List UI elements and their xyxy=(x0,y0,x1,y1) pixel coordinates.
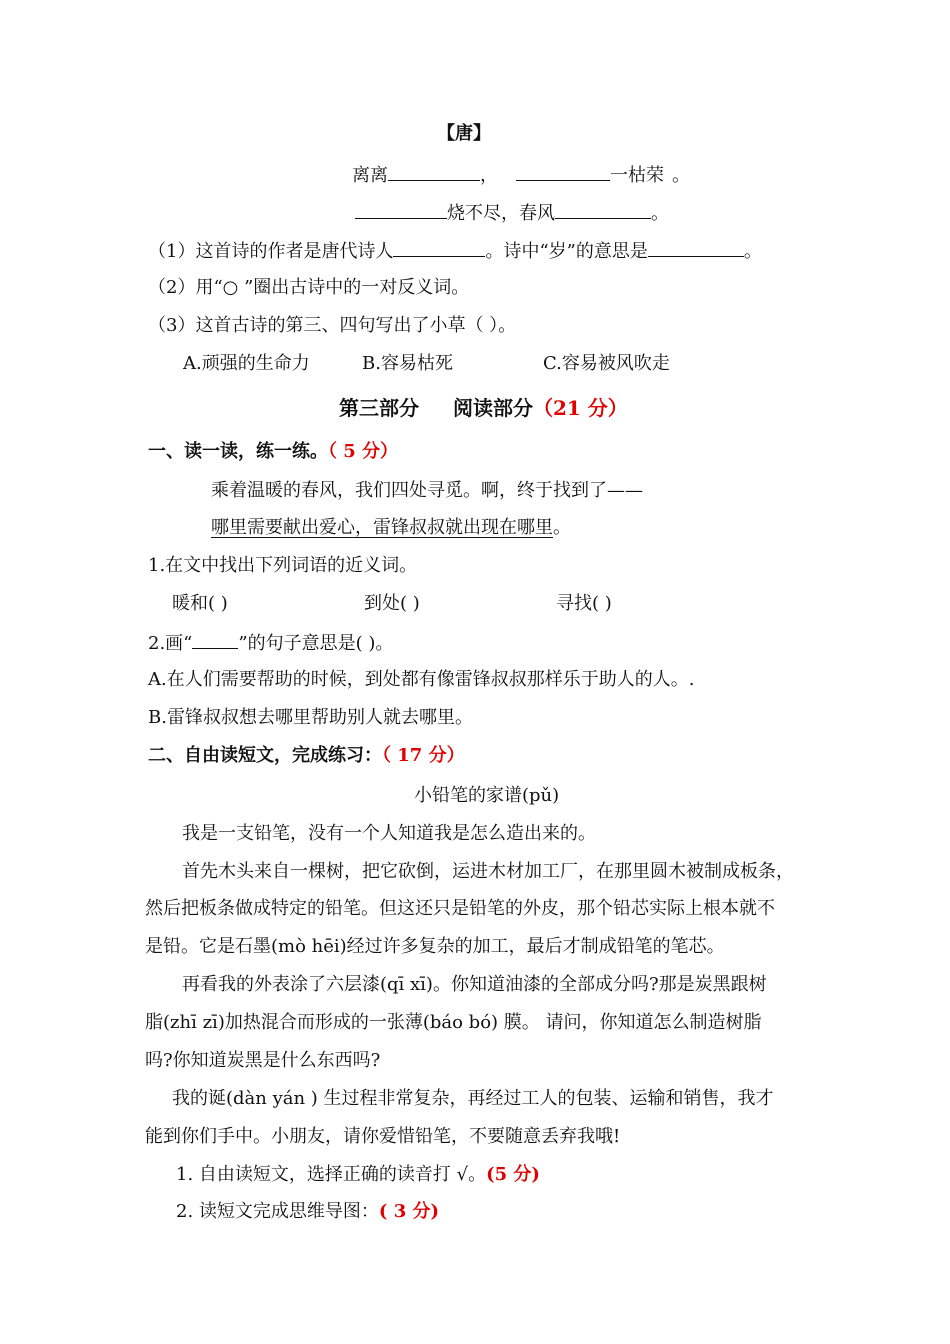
section1-score: （ 5 分） xyxy=(328,441,399,462)
article-line: 吗?你知道炭黑是什么东西吗? xyxy=(145,1050,381,1071)
section2-question-1-score: (5 分) xyxy=(486,1164,540,1185)
article-line: 能到你们手中。小朋友，请你爱惜铅笔，不要随意丢弃我哦! xyxy=(145,1126,621,1147)
section1-heading: 一、读一读，练一练。（ 5 分） xyxy=(148,441,399,462)
section2-question-2: 2. 读短文完成思维导图：( 3 分) xyxy=(176,1201,439,1222)
section1-option-a[interactable]: A.在人们需要帮助的时候，到处都有像雷锋叔叔那样乐于助人的人。. xyxy=(148,669,695,690)
poem-question-3: （3）这首古诗的第三、四句写出了小草（ ）。 xyxy=(148,315,517,336)
section2-question-1: 1. 自由读短文，选择正确的读音打 √。(5 分) xyxy=(176,1164,540,1185)
article-line: 我的诞(dàn yán ) 生过程非常复杂，再经过工人的包装、运输和销售，我才 xyxy=(172,1088,774,1109)
section2-question-2-score: ( 3 分) xyxy=(378,1201,439,1222)
section2-heading: 二、自由读短文，完成练习：（ 17 分） xyxy=(148,745,465,766)
fill-blank[interactable] xyxy=(388,162,480,181)
option-c[interactable]: C.容易被风吹走 xyxy=(543,353,670,374)
section1-question-2: 2.画“ ”的句子意思是( )。 xyxy=(148,630,393,656)
synonym-word-3[interactable]: 寻找( ) xyxy=(556,593,612,614)
section2-score: （ 17 分） xyxy=(382,745,465,766)
passage-line-2: 哪里需要献出爱心，雷锋叔叔就出现在哪里。 xyxy=(211,517,571,538)
poem-question-1: （1）这首诗的作者是唐代诗人 。诗中“岁”的意思是 。 xyxy=(148,238,762,264)
poem-dynasty: 【唐】 xyxy=(437,123,491,144)
poem-line-1: 离离 ， 一枯荣 。 xyxy=(352,162,690,188)
article-line: 然后把板条做成特定的铅笔。但这还只是铅笔的外皮，那个铅芯实际上根本就不 xyxy=(145,898,775,919)
poem-line1-end: 一枯荣 xyxy=(610,165,664,186)
passage-line-1: 乘着温暖的春风，我们四处寻觅。啊，终于找到了—— xyxy=(211,480,643,501)
synonym-word-1[interactable]: 暖和( ) xyxy=(172,593,228,614)
article-title: 小铅笔的家谱(pǔ) xyxy=(414,785,560,806)
part3-heading: 第三部分 阅读部分（21 分） xyxy=(339,396,628,420)
fill-blank[interactable] xyxy=(516,162,610,181)
fill-blank[interactable] xyxy=(393,238,485,257)
fill-blank[interactable] xyxy=(648,238,744,257)
poem-question-2: （2）用“○ ”圈出古诗中的一对反义词。 xyxy=(148,277,470,298)
article-line: 再看我的外表涂了六层漆(qī xī)。你知道油漆的全部成分吗?那是炭黑跟树 xyxy=(182,974,767,995)
article-line: 是铅。它是石墨(mò hēi)经过许多复杂的加工，最后才制成铅笔的笔芯。 xyxy=(145,936,725,957)
option-b[interactable]: B.容易枯死 xyxy=(362,353,453,374)
poem-line-2: 烧不尽，春风 。 xyxy=(355,200,669,226)
article-line: 脂(zhī zī)加热混合而形成的一张薄(báo bó) 膜。 请问，你知道怎么制造树脂 xyxy=(145,1012,762,1033)
underlined-sentence: 哪里需要献出爱心，雷锋叔叔就出现在哪里 xyxy=(211,517,553,538)
article-line: 首先木头来自一棵树，把它砍倒，运进木材加工厂，在那里圆木被制成板条， xyxy=(182,861,794,882)
underline-sample xyxy=(192,630,238,649)
part3-score: （21 分） xyxy=(533,396,628,420)
article-line: 我是一支铅笔，没有一个人知道我是怎么造出来的。 xyxy=(182,823,596,844)
poem-line1-start: 离离 xyxy=(352,165,388,186)
fill-blank[interactable] xyxy=(355,200,447,219)
section1-option-b[interactable]: B.雷锋叔叔想去哪里帮助别人就去哪里。 xyxy=(148,707,473,728)
section1-question-1: 1.在文中找出下列词语的近义词。 xyxy=(148,555,418,576)
synonym-word-2[interactable]: 到处( ) xyxy=(364,593,420,614)
option-a[interactable]: A.顽强的生命力 xyxy=(183,353,310,374)
fill-blank[interactable] xyxy=(555,200,651,219)
